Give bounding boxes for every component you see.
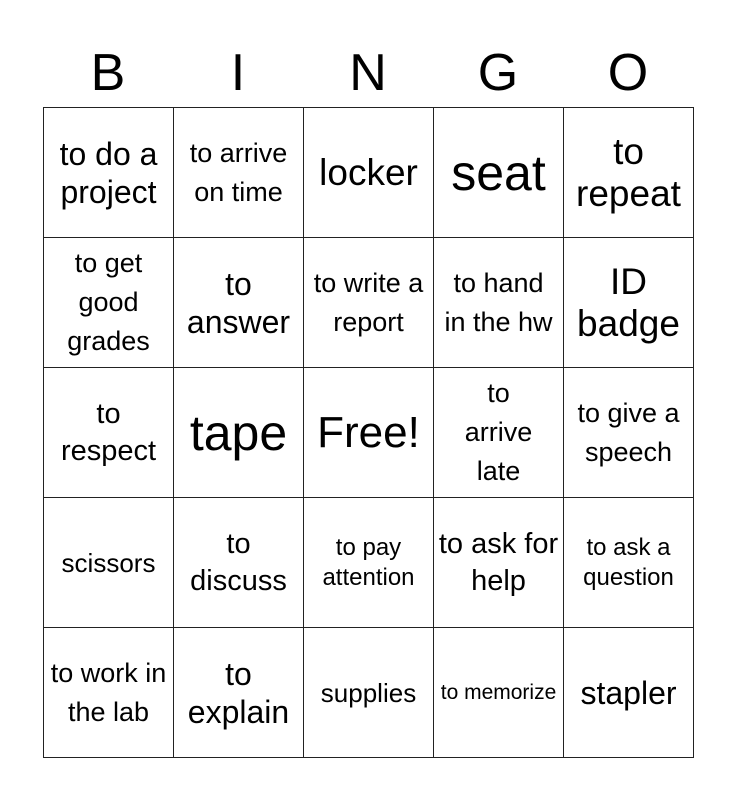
bingo-cell[interactable] bbox=[434, 628, 564, 758]
bingo-cell-text: to write a report bbox=[313, 267, 424, 337]
bingo-header bbox=[43, 40, 693, 106]
bingo-cell[interactable] bbox=[564, 238, 694, 368]
bingo-cell-text: to ask for help bbox=[438, 527, 559, 597]
bingo-cell[interactable] bbox=[44, 498, 174, 628]
header-letter-b: B bbox=[90, 44, 126, 102]
header-letter-g: G bbox=[477, 44, 519, 102]
bingo-cell-text: to arrive late bbox=[464, 378, 533, 486]
bingo-cell[interactable] bbox=[564, 628, 694, 758]
bingo-cell[interactable] bbox=[304, 238, 434, 368]
bingo-cell-text: to pay attention bbox=[322, 533, 415, 591]
bingo-cell[interactable] bbox=[434, 368, 564, 498]
bingo-cell[interactable] bbox=[304, 498, 434, 628]
bingo-cell[interactable] bbox=[564, 108, 694, 238]
bingo-cell[interactable] bbox=[174, 368, 304, 498]
header-letter-n: N bbox=[349, 44, 387, 102]
bingo-cell-text: to ask a question bbox=[583, 533, 674, 591]
bingo-cell-text: ID badge bbox=[577, 260, 680, 344]
bingo-cell[interactable] bbox=[44, 368, 174, 498]
bingo-cell-text: to do a project bbox=[59, 135, 158, 210]
bingo-cell-text: scissors bbox=[61, 547, 156, 578]
bingo-cell-text: to discuss bbox=[190, 527, 287, 597]
bingo-cell-text: to get good grades bbox=[67, 248, 150, 356]
bingo-cell-text: to answer bbox=[186, 265, 291, 340]
bingo-cell-text: tape bbox=[189, 404, 288, 461]
bingo-cell[interactable] bbox=[564, 368, 694, 498]
bingo-cell[interactable] bbox=[434, 238, 564, 368]
bingo-cell-text: supplies bbox=[320, 677, 417, 708]
bingo-cell[interactable] bbox=[434, 108, 564, 238]
bingo-cell-text: locker bbox=[319, 151, 418, 193]
bingo-cell[interactable] bbox=[304, 368, 434, 498]
bingo-cell-text: stapler bbox=[580, 674, 677, 711]
bingo-cell[interactable] bbox=[174, 498, 304, 628]
bingo-cell[interactable] bbox=[174, 238, 304, 368]
bingo-cell[interactable] bbox=[434, 498, 564, 628]
bingo-cell-text: Free! bbox=[317, 407, 420, 457]
header-letter-i: I bbox=[230, 44, 246, 102]
bingo-cell-text: to work in the lab bbox=[50, 657, 167, 727]
bingo-cell-text: to memorize bbox=[440, 680, 557, 704]
bingo-cell[interactable] bbox=[44, 628, 174, 758]
bingo-cell-text: to give a speech bbox=[577, 397, 680, 467]
bingo-cell-text: seat bbox=[451, 144, 546, 201]
bingo-cell[interactable] bbox=[174, 108, 304, 238]
bingo-cell[interactable] bbox=[174, 628, 304, 758]
bingo-cell-text: to respect bbox=[60, 397, 157, 467]
bingo-cell[interactable] bbox=[304, 108, 434, 238]
bingo-cell[interactable] bbox=[44, 238, 174, 368]
bingo-cell-text: to explain bbox=[187, 655, 290, 730]
bingo-cell[interactable] bbox=[44, 108, 174, 238]
bingo-cell[interactable] bbox=[564, 498, 694, 628]
bingo-card-grid bbox=[43, 107, 694, 758]
header-letter-o: O bbox=[607, 44, 649, 102]
bingo-cell-text: to repeat bbox=[576, 130, 681, 214]
bingo-cell-text: to hand in the hw bbox=[444, 267, 553, 337]
bingo-cell[interactable] bbox=[304, 628, 434, 758]
bingo-cell-text: to arrive on time bbox=[189, 137, 288, 207]
